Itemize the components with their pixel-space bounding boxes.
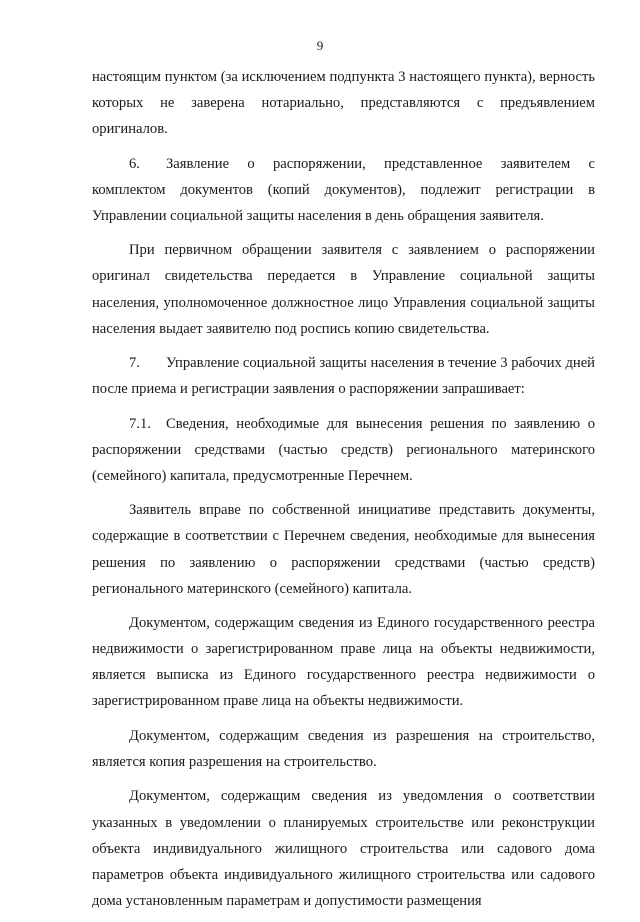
page-number: 9	[316, 38, 324, 53]
paragraph-text: Заявитель вправе по собственной инициативе представить документы, содержащие в соответствии с Перечнем сведения, необходимые для вынесения решения по заявлению о распоряжении средствами (частью средств) регионального материнского (семейного) капитала.	[92, 502, 595, 597]
paragraph	[92, 497, 595, 601]
paragraph	[92, 350, 595, 402]
paragraph	[92, 610, 595, 714]
paragraph-number: 6.	[129, 155, 140, 172]
paragraph	[92, 237, 595, 341]
paragraph-text: Заявление о распоряжении, представленное заявителем с комплектом документов (копий документов), подлежит регистрации в Управлении социальной защиты населения в день обращения заявителя.	[92, 155, 595, 224]
paragraph-number: 7.1.	[129, 415, 151, 432]
paragraph-number: 7.	[129, 355, 140, 372]
paragraph-text: Документом, содержащим сведения из уведомления о соответствии указанных в уведомлении о планируемых строительстве или реконструкции объекта индивидуального жилищного строительства или садового дома параметров объекта индивидуального жилищного строительства или садового дома установленным параметрам и допустимости размещения	[92, 788, 595, 909]
paragraph-text: Документом, содержащим сведения из Единого государственного реестра недвижимости о зарегистрированном праве лица на объекты недвижимости, является выписка из Единого государственного реестра недвижимости о зарегистрированном праве лица на объекты недвижимости.	[92, 615, 595, 710]
paragraph	[92, 723, 595, 775]
paragraph-text: Сведения, необходимые для вынесения решения по заявлению о распоряжении средствами (частью средств) регионального материнского (семейного) капитала, предусмотренные Перечнем.	[92, 415, 595, 484]
paragraph-text: Документом, содержащим сведения из разрешения на строительство, является копия разрешения на строительство.	[92, 727, 595, 770]
paragraph-text: При первичном обращении заявителя с заявлением о распоряжении оригинал свидетельства передается в Управление социальной защиты населения, уполномоченное должностное лицо Управления социальной защиты населения выдает заявителю под роспись копию свидетельства.	[92, 242, 595, 337]
paragraph	[92, 151, 595, 229]
paragraph	[92, 783, 595, 913]
paragraph-text: настоящим пунктом (за исключением подпункта 3 настоящего пункта), верность которых не заверена нотариально, представляются с предъявлением оригиналов.	[92, 69, 595, 138]
document-body	[92, 64, 595, 922]
paragraph	[92, 64, 595, 142]
paragraph	[92, 411, 595, 489]
paragraph-text: Управление социальной защиты населения в течение 3 рабочих дней после приема и регистрации заявления о распоряжении запрашивает:	[92, 355, 595, 398]
